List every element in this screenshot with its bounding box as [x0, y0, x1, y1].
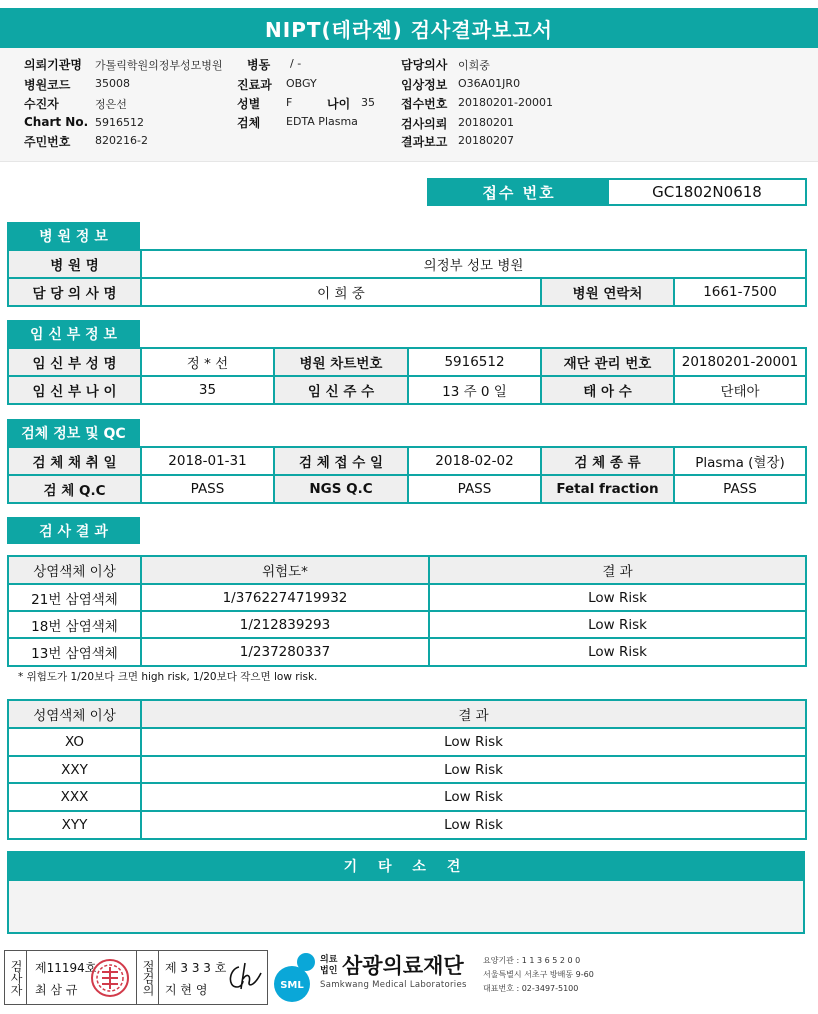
header-value: 35 [361, 96, 375, 109]
mgmt-no-value: 20180201-20001 [674, 348, 806, 376]
phone-label: 병원 연락처 [541, 278, 674, 306]
specimen-type-label: 검 체 종 류 [541, 447, 674, 475]
section-results: 검 사 결 과 [7, 517, 140, 544]
header-label: 임상정보 [401, 78, 448, 92]
sex-chromosome-name: XYY [8, 811, 141, 839]
org-code: 요양기관 : 1 1 3 6 5 2 0 0 [483, 956, 581, 965]
specimen-table [7, 446, 807, 504]
sex-chromosome-result: Low Risk [141, 811, 806, 839]
reviewer-signature [159, 951, 267, 1004]
header-label: Chart No. [24, 115, 89, 129]
reviewer-label [137, 951, 159, 1004]
specimen-type-value: Plasma (혈장) [674, 447, 806, 475]
fetal-fraction-value: PASS [674, 475, 806, 503]
header-value: OBGY [286, 77, 317, 90]
header-value: 가톨릭학원의정부성모병원 [95, 59, 223, 72]
autosome-header: 상염색체 이상 [8, 556, 141, 584]
header-value: 20180207 [458, 134, 514, 147]
header-label: 나이 [327, 97, 351, 111]
header-label: 수진자 [24, 97, 59, 111]
header-info [0, 48, 818, 162]
tester-license: 제11194호 [35, 961, 97, 975]
weeks-label: 임 신 주 수 [274, 376, 408, 404]
hospital-name-label: 병 원 명 [8, 250, 141, 278]
autosome-risk: 1/237280337 [141, 638, 429, 666]
reviewer-label-text: 점검의 [141, 959, 155, 996]
receipt-number [427, 178, 807, 206]
risk-footnote: * 위험도가 1/20보다 크면 high risk, 1/20보다 작으면 low risk. [18, 671, 318, 683]
autosome-risk: 1/3762274719932 [141, 584, 429, 611]
pregnant-age-value: 35 [141, 376, 274, 404]
other-findings-title: 기 타 소 견 [7, 851, 805, 881]
mgmt-no-label: 재단 관리 번호 [541, 348, 674, 376]
header-label: 주민번호 [24, 135, 71, 149]
sex-chromosome-name: XO [8, 728, 141, 756]
header-value: EDTA Plasma [286, 115, 358, 128]
autosome-result: Low Risk [429, 584, 806, 611]
doctor-label: 담 당 의 사 명 [8, 278, 141, 306]
header-label: 검사의뢰 [401, 117, 448, 131]
pregnant-table [7, 347, 807, 405]
doctor-value: 이 희 중 [141, 278, 541, 306]
specimen-qc-label: 검 체 Q.C [8, 475, 141, 503]
header-value: / - [290, 57, 302, 70]
sex-chromosome-result: Low Risk [141, 728, 806, 756]
autosome-risk: 1/212839293 [141, 611, 429, 638]
org-phone: 대표번호 : 02-3497-5100 [483, 984, 579, 993]
receive-date-label: 검 체 접 수 일 [274, 447, 408, 475]
section-pregnant: 임 신 부 정 보 [7, 320, 140, 347]
hospital-name-value: 의정부 성모 병원 [141, 250, 806, 278]
receipt-label: 접수 번호 [429, 180, 609, 204]
reviewer-signature-icon [225, 959, 265, 995]
tester-label [5, 951, 27, 1004]
phone-value: 1661-7500 [674, 278, 806, 306]
header-label: 결과보고 [401, 135, 448, 149]
weeks-value: 13 주 0 일 [408, 376, 541, 404]
header-label: 성별 [237, 97, 261, 111]
header-label: 병동 [247, 58, 271, 72]
sex-chromosome-name: XXY [8, 756, 141, 783]
sml-logo-icon [270, 950, 322, 1004]
sex-result-header: 결 과 [141, 700, 806, 728]
header-value: F [286, 96, 293, 109]
risk-header: 위험도* [141, 556, 429, 584]
header-value: 20180201-20001 [458, 96, 553, 109]
autosome-name: 13번 삼염색체 [8, 638, 141, 666]
tester-label-text: 검사자 [9, 959, 23, 996]
sex-chromosome-table [7, 699, 807, 840]
header-label: 의뢰기관명 [24, 58, 82, 72]
other-findings-box [7, 881, 805, 934]
sex-chromosome-result: Low Risk [141, 783, 806, 811]
hospital-table [7, 249, 807, 307]
tester-signature [27, 951, 137, 1004]
result-header: 결 과 [429, 556, 806, 584]
sex-chromosome-header: 성염색체 이상 [8, 700, 141, 728]
section-hospital: 병 원 정 보 [7, 222, 140, 249]
collect-date-label: 검 체 채 취 일 [8, 447, 141, 475]
autosome-name: 18번 삼염색체 [8, 611, 141, 638]
org-english-name: Samkwang Medical Laboratories [320, 980, 467, 990]
receipt-value: GC1802N0618 [652, 183, 762, 201]
reviewer-license: 제 3 3 3 호 [165, 961, 227, 975]
specimen-qc-value: PASS [141, 475, 274, 503]
autosome-table [7, 555, 807, 667]
header-value: 35008 [95, 77, 130, 90]
logo-badge-text: SML [280, 980, 304, 991]
org-address: 서울특별시 서초구 방배동 9-60 [483, 970, 594, 979]
header-label: 접수번호 [401, 97, 448, 111]
pregnant-name-label: 임 신 부 성 명 [8, 348, 141, 376]
header-value: 5916512 [95, 116, 144, 129]
org-prefix-bottom: 법인 [320, 966, 338, 976]
autosome-name: 21번 삼염색체 [8, 584, 141, 611]
header-value: 이희중 [458, 59, 490, 72]
reviewer-name: 지 현 영 [165, 983, 208, 997]
signature-box [4, 950, 268, 1005]
receive-date-value: 2018-02-02 [408, 447, 541, 475]
header-value: O36A01JR0 [458, 77, 521, 90]
collect-date-value: 2018-01-31 [141, 447, 274, 475]
report-title: NIPT(테라젠) 검사결과보고서 [0, 8, 818, 48]
chart-no-label: 병원 차트번호 [274, 348, 408, 376]
header-value: 820216-2 [95, 134, 148, 147]
header-label: 병원코드 [24, 78, 71, 92]
header-value: 정은선 [95, 98, 127, 111]
autosome-result: Low Risk [429, 611, 806, 638]
fetal-fraction-label: Fetal fraction [541, 475, 674, 503]
sex-chromosome-name: XXX [8, 783, 141, 811]
pregnant-name-value: 정 * 선 [141, 348, 274, 376]
fetus-count-label: 태 아 수 [541, 376, 674, 404]
ngs-qc-label: NGS Q.C [274, 475, 408, 503]
tester-name: 최 삼 규 [35, 983, 78, 997]
chart-no-value: 5916512 [408, 348, 541, 376]
header-value: 20180201 [458, 116, 514, 129]
org-name: 삼광의료재단 [342, 954, 464, 978]
header-label: 담당의사 [401, 58, 448, 72]
pregnant-age-label: 임 신 부 나 이 [8, 376, 141, 404]
header-label: 검체 [237, 116, 261, 130]
org-prefix-top: 의료 [320, 955, 338, 965]
ngs-qc-value: PASS [408, 475, 541, 503]
fetus-count-value: 단태아 [674, 376, 806, 404]
autosome-result: Low Risk [429, 638, 806, 666]
tester-seal-icon [89, 957, 131, 999]
header-label: 진료과 [237, 78, 272, 92]
section-specimen: 검체 정보 및 QC [7, 419, 140, 446]
sex-chromosome-result: Low Risk [141, 756, 806, 783]
org-prefix [320, 955, 337, 977]
